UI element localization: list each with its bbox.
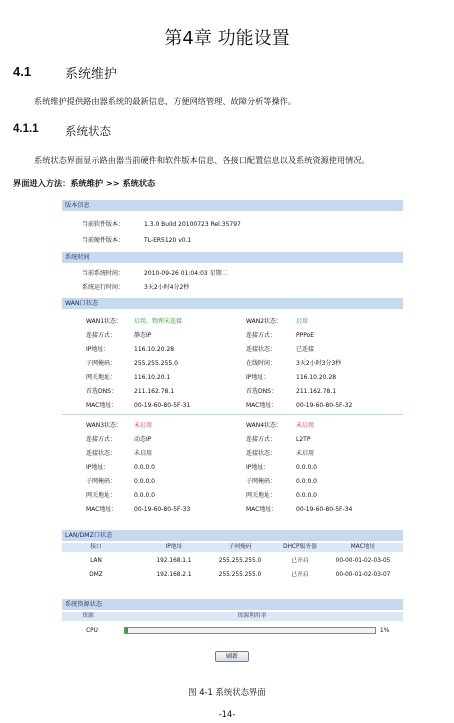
wan3-gateway-label: 网关地址： bbox=[86, 492, 117, 499]
section-number: 4.1.1 bbox=[13, 123, 39, 135]
wan4-mask-value: 0.0.0.0 bbox=[296, 478, 317, 485]
wan2-status-label: WAN2状态： bbox=[246, 318, 283, 325]
wan4-mac-label: MAC地址： bbox=[246, 506, 278, 513]
wan2-mac-label: MAC地址： bbox=[246, 402, 278, 409]
wan4-ip-value: 0.0.0.0 bbox=[296, 464, 317, 471]
wan3-conn-label: 连接方式： bbox=[86, 436, 117, 443]
wan4-status-label: WAN4状态： bbox=[246, 422, 283, 429]
table-cell: 255.255.255.0 bbox=[218, 558, 262, 564]
wan2-dns-value: 211.162.78.1 bbox=[296, 388, 337, 395]
wan2-mac-value: 00-19-60-80-5F-32 bbox=[296, 402, 353, 409]
wan2-conn-value: PPPoE bbox=[296, 332, 315, 339]
wan4-conn-value: L2TP bbox=[296, 436, 311, 443]
wan4-gateway-value: 0.0.0.0 bbox=[296, 492, 317, 499]
table-cell: 00-00-01-02-03-05 bbox=[335, 558, 391, 564]
figure-caption: 图 4-1 系统状态界面 bbox=[188, 687, 266, 697]
wan4-gateway-label: 网关地址： bbox=[246, 492, 277, 499]
wan1-ip-label: IP地址： bbox=[86, 346, 110, 353]
wan3-mask-value: 0.0.0.0 bbox=[134, 478, 155, 485]
wan1-ip-value: 116.10.20.28 bbox=[134, 346, 175, 353]
table-cell: DMZ bbox=[89, 572, 103, 578]
section-4-1-heading bbox=[13, 64, 118, 81]
wan3-state-label: 连接状态： bbox=[86, 450, 117, 457]
system-time-header: 系统时间 bbox=[62, 252, 403, 263]
table-cell: 255.255.255.0 bbox=[218, 572, 262, 578]
wan3-state-value: 未启用 bbox=[134, 450, 153, 457]
wan3-mask-label: 子网掩码： bbox=[86, 478, 117, 485]
hardware-version-value: TL-ER5120 v0.1 bbox=[144, 237, 192, 244]
cpu-usage-bar bbox=[124, 627, 376, 634]
table-cell: 192.168.2.1 bbox=[156, 572, 192, 578]
wan4-conn-label: 连接方式： bbox=[246, 436, 277, 443]
wan4-status-value: 未启用 bbox=[296, 422, 315, 429]
software-version-label: 当前软件版本： bbox=[82, 221, 125, 228]
wan4-state-value: 未启用 bbox=[296, 450, 315, 457]
current-time-label: 当前系统时间： bbox=[82, 270, 125, 277]
wan4-ip-label: IP地址： bbox=[246, 464, 270, 471]
col-mask: 子网掩码 bbox=[228, 544, 252, 550]
section-number: 4.1 bbox=[13, 64, 32, 79]
lan-table-header bbox=[62, 543, 403, 552]
table-cell: LAN bbox=[90, 558, 102, 564]
wan-divider bbox=[62, 414, 403, 415]
wan1-mask-value: 255.255.255.0 bbox=[134, 360, 178, 367]
wan3-conn-value: 动态IP bbox=[134, 436, 152, 443]
col-resource: 资源 bbox=[82, 613, 94, 619]
wan4-state-label: 连接状态： bbox=[246, 450, 277, 457]
cpu-usage-fill bbox=[125, 628, 128, 633]
version-info-header: 版本信息 bbox=[62, 200, 403, 211]
hardware-version-label: 当前硬件版本： bbox=[82, 237, 125, 244]
section-4-1-paragraph: 系统维护提供路由器系统的最新信息，方便网络管理、故障分析等操作。 bbox=[34, 96, 297, 106]
section-title: 系统状态 bbox=[65, 126, 111, 138]
table-cell: 192.168.1.1 bbox=[156, 558, 192, 564]
wan1-conn-label: 连接方式： bbox=[86, 332, 117, 339]
section-4-1-1-paragraph: 系统状态界面显示路由器当前硬件和软件版本信息、各接口配置信息以及系统资源使用情况。 bbox=[34, 155, 370, 165]
wan3-status-label: WAN3状态： bbox=[86, 422, 123, 429]
wan3-gateway-value: 0.0.0.0 bbox=[134, 492, 155, 499]
section-title: 系统维护 bbox=[65, 66, 118, 81]
wan1-mask-label: 子网掩码： bbox=[86, 360, 117, 367]
chapter-title: 第4章 功能设置 bbox=[164, 28, 290, 49]
wan1-status-label: WAN1状态： bbox=[86, 318, 123, 325]
system-status-screenshot bbox=[62, 200, 403, 669]
wan2-conn-label: 连接方式： bbox=[246, 332, 277, 339]
lan-dmz-header: LAN/DMZ口状态 bbox=[62, 530, 403, 541]
wan2-dns-label: 首选DNS： bbox=[246, 388, 277, 395]
wan3-ip-label: IP地址： bbox=[86, 464, 110, 471]
table-cell: 已开启 bbox=[291, 558, 309, 564]
navigation-path: 界面进入方法：系统维护 >> 系统状态 bbox=[13, 178, 156, 188]
wan2-state-label: 连接状态： bbox=[246, 346, 277, 353]
resource-status-header: 系统资源状态 bbox=[62, 599, 403, 610]
col-mac: MAC地址 bbox=[350, 544, 376, 550]
uptime-value: 3天2小时4分2秒 bbox=[144, 284, 190, 291]
table-cell: 00-00-01-02-03-07 bbox=[335, 572, 391, 578]
refresh-button[interactable]: 刷新 bbox=[215, 651, 249, 662]
wan1-mac-label: MAC地址： bbox=[86, 402, 118, 409]
wan2-ip-value: 116.10.20.28 bbox=[296, 374, 337, 381]
wan2-ip-label: IP地址： bbox=[246, 374, 270, 381]
wan1-gateway-value: 116.10.20.1 bbox=[134, 374, 171, 381]
wan2-online-label: 在线时间： bbox=[246, 360, 277, 367]
wan1-status-value: 启用，物理未连接 bbox=[134, 318, 183, 325]
wan3-status-value: 未启用 bbox=[134, 422, 153, 429]
col-ip: IP地址 bbox=[165, 544, 183, 550]
uptime-label: 系统运行时间： bbox=[82, 284, 125, 291]
wan2-state-value: 已连接 bbox=[296, 346, 315, 353]
section-4-1-1-heading bbox=[13, 123, 111, 138]
wan4-mask-label: 子网掩码： bbox=[246, 478, 277, 485]
wan3-ip-value: 0.0.0.0 bbox=[134, 464, 155, 471]
wan3-mac-value: 00-19-60-80-5F-33 bbox=[134, 506, 191, 513]
cpu-label: CPU bbox=[86, 628, 98, 634]
wan2-status-value: 启用 bbox=[296, 318, 309, 325]
wan1-dns-label: 首选DNS： bbox=[86, 388, 117, 395]
current-time-value: 2010-09-26 01:04:03 星期二 bbox=[144, 270, 228, 277]
col-usage: 资源利用率 bbox=[237, 613, 267, 619]
wan2-online-value: 3天2小时3分3秒 bbox=[296, 360, 342, 367]
col-interface: 接口 bbox=[90, 544, 102, 550]
wan1-dns-value: 211.162.78.1 bbox=[134, 388, 175, 395]
cpu-percent: 1% bbox=[380, 628, 390, 634]
wan1-gateway-label: 网关地址： bbox=[86, 374, 117, 381]
wan3-mac-label: MAC地址： bbox=[86, 506, 118, 513]
table-cell: 已开启 bbox=[291, 572, 309, 578]
page-number: -14- bbox=[218, 709, 236, 719]
wan-status-header: WAN口状态 bbox=[62, 298, 403, 309]
col-dhcp: DHCP服务器 bbox=[283, 544, 317, 550]
software-version-value: 1.3.0 Build 20100723 Rel.35797 bbox=[144, 221, 241, 228]
wan4-mac-value: 00-19-60-80-5F-34 bbox=[296, 506, 353, 513]
resource-table-header bbox=[62, 612, 403, 621]
wan1-conn-value: 静态IP bbox=[134, 332, 152, 339]
wan1-mac-value: 00-19-60-80-5F-31 bbox=[134, 402, 191, 409]
